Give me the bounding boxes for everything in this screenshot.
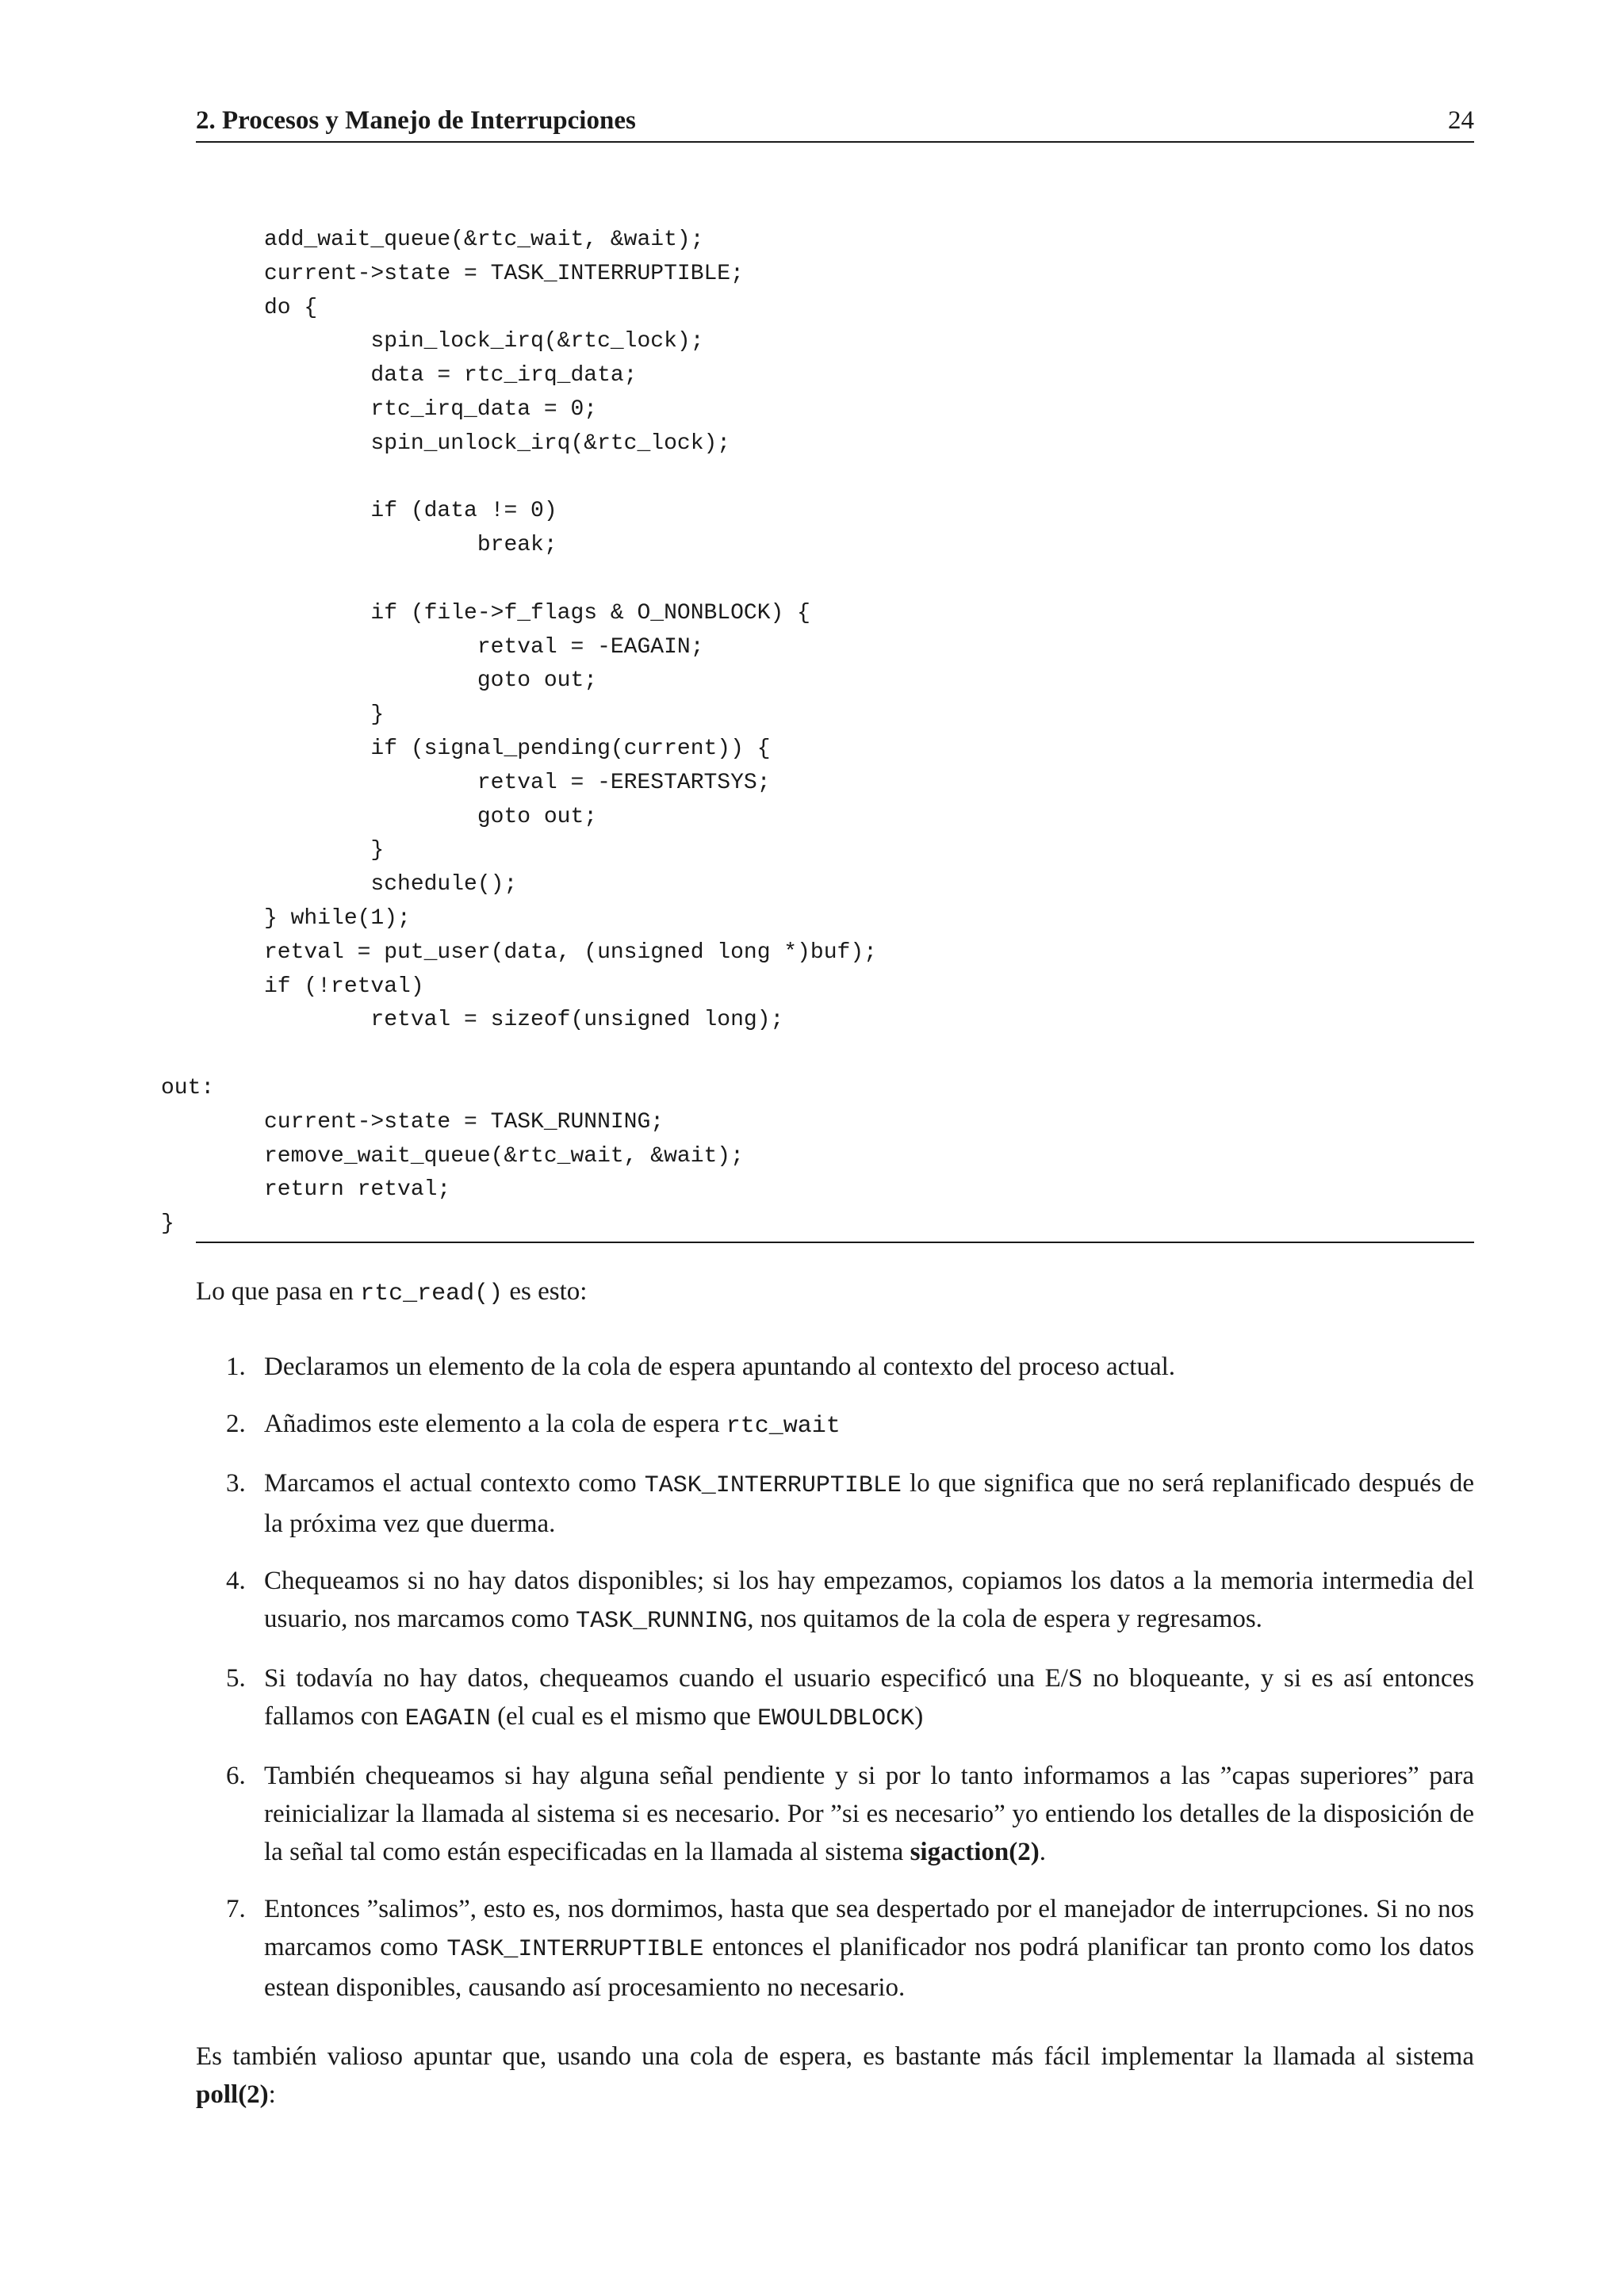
closing-text: Es también valioso apuntar que, usando una cola de espera, es bastante más fácil implementar la llamada al sistema [196,2042,1474,2071]
list-text: lo que significa que no será replanificado después de la próxima vez que duerma. [264,1469,1475,1538]
list-text: Chequeamos si no hay datos disponibles; si los hay empezamos, copiamos los datos a la memoria intermedia del usuario, nos marcamos como [264,1567,1474,1633]
bold-term: sigaction(2) [910,1838,1040,1866]
list-item [196,1757,1474,1871]
code-line: } [264,838,385,863]
intro-text: es esto: [503,1277,588,1306]
list-text: Declaramos un elemento de la cola de espera apuntando al contexto del proceso actual. [264,1353,1176,1381]
page-header [196,105,1474,143]
code-line: if (signal_pending(current)) { [264,736,771,761]
code-line: rtc_irq_data = 0; [264,396,598,422]
list-text: Añadimos este elemento a la cola de espera [264,1410,726,1438]
code-line: } while(1); [264,905,411,931]
code-line: retval = -ERESTARTSYS; [264,770,771,795]
list-text: Marcamos el actual contexto como [264,1469,645,1498]
code-listing [161,224,877,1242]
list-number: 4. [226,1567,246,1595]
inline-code: TASK_RUNNING [576,1608,748,1635]
chapter-title: 2. Procesos y Manejo de Interrupciones [196,106,636,135]
list-item [196,1890,1474,2007]
code-line [264,1038,877,1072]
code-line [264,461,877,496]
code-line: goto out; [264,804,598,829]
code-line: add_wait_queue(&rtc_wait, &wait); [264,228,704,252]
bold-term: poll(2) [196,2080,269,2109]
list-text: . [1039,1838,1046,1866]
list-text: (el cual es el mismo que [490,1702,758,1731]
code-line: goto out; [264,668,598,694]
inline-code: rtc_read() [360,1280,504,1307]
code-line: data = rtc_irq_data; [264,363,638,388]
steps-list [196,1348,1474,2026]
list-number: 5. [226,1664,246,1693]
code-line: current->state = TASK_INTERRUPTIBLE; [264,261,744,286]
list-item [196,1659,1474,1738]
list-text: , nos quitamos de la cola de espera y regresamos. [747,1605,1262,1633]
code-separator-rule [196,1242,1474,1243]
code-line: spin_lock_irq(&rtc_lock); [264,329,704,354]
closing-text: : [268,2080,276,2109]
list-item [196,1562,1474,1640]
list-text: Entonces ”salimos”, esto es, nos dormimos, hasta que sea despertado por el manejador de interrupciones. Si no nos marcamos como [264,1895,1474,1961]
list-text: También chequeamos si hay alguna señal pendiente y si por lo tanto informamos a las ”capas superiores” para reinicializar la llamada al sistema si es necesario. Por ”si es necesario” yo entiendo los detalles de la disposición de la señal tal como están especificadas en la llamada al sistema [264,1762,1474,1866]
intro-text: Lo que pasa en [196,1277,361,1306]
inline-code: rtc_wait [726,1413,841,1440]
code-line: break; [264,533,557,558]
code-line [264,563,877,597]
list-number: 1. [226,1353,246,1381]
page-number: 24 [1448,106,1474,135]
code-line: retval = sizeof(unsigned long); [264,1008,784,1033]
code-line: out: [161,1075,215,1100]
list-number: 2. [226,1410,246,1438]
list-item [196,1464,1474,1543]
list-number: 6. [226,1762,246,1790]
code-line: } [161,1211,174,1237]
inline-code: EAGAIN [404,1705,491,1732]
list-item [196,1348,1474,1386]
inline-code: EWOULDBLOCK [757,1705,915,1732]
intro-paragraph [196,1272,1474,1313]
code-line: if (!retval) [264,974,424,999]
list-text: ) [914,1702,924,1731]
code-line: retval = put_user(data, (unsigned long *)buf); [264,939,877,965]
code-line: } [264,702,385,728]
inline-code: TASK_INTERRUPTIBLE [446,1936,704,1963]
code-line: retval = -EAGAIN; [264,634,704,660]
list-item [196,1405,1474,1445]
closing-paragraph [196,2038,1474,2114]
code-line: return retval; [264,1177,451,1203]
inline-code: TASK_INTERRUPTIBLE [644,1472,902,1499]
list-text: Si todavía no hay datos, chequeamos cuando el usuario especificó una E/S no bloqueante, y si es así entonces fallamos con [264,1664,1474,1731]
code-line: spin_unlock_irq(&rtc_lock); [264,430,731,456]
code-line: remove_wait_queue(&rtc_wait, &wait); [264,1143,744,1169]
code-line: do { [264,295,318,320]
list-number: 7. [226,1895,246,1923]
code-line: if (data != 0) [264,499,557,524]
list-text: entonces el planificador nos podrá planificar tan pronto como los datos estean disponibles, causando así procesamiento no necesario. [264,1933,1474,2002]
code-line: current->state = TASK_RUNNING; [264,1109,665,1135]
code-line: schedule(); [264,872,518,897]
code-line: if (file->f_flags & O_NONBLOCK) { [264,600,810,626]
list-number: 3. [226,1469,246,1498]
